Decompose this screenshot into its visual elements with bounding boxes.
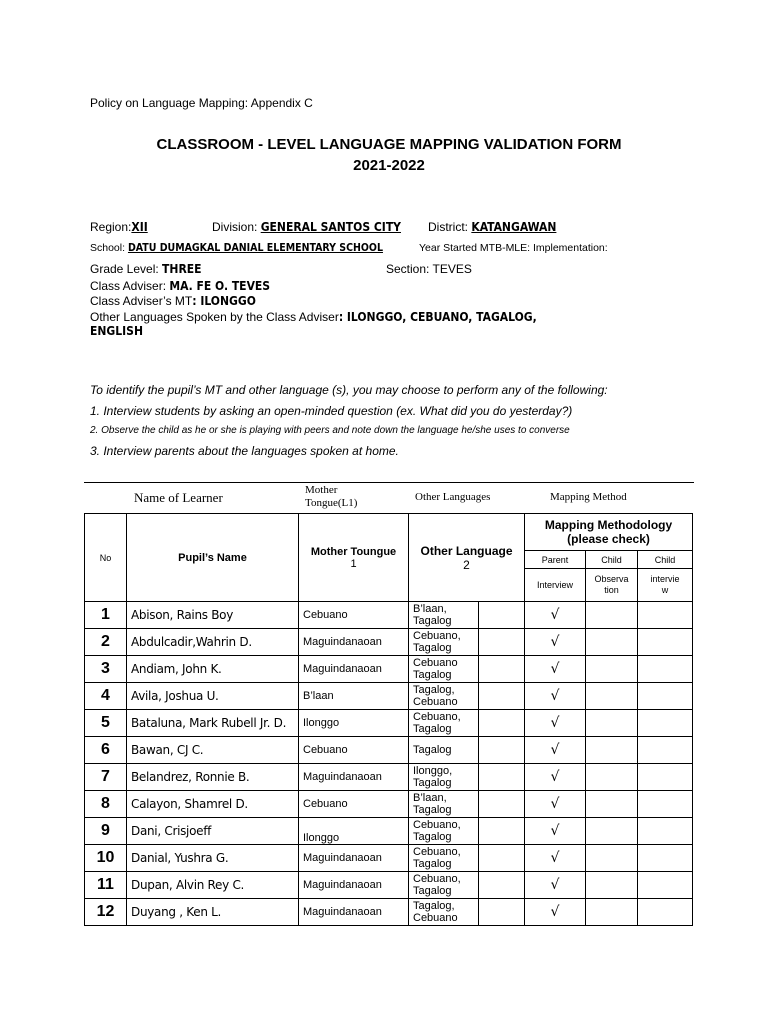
mother-tongue: Maguindanaoan [299,845,409,872]
header-observation-line2: tion [604,585,619,595]
other-language-line1: Ilonggo, [413,765,453,777]
parent-interview-check: √ [525,818,586,845]
pupil-name: Abison, Rains Boy [127,602,299,629]
mother-tongue: Maguindanaoan [299,629,409,656]
row-number: 4 [85,683,127,710]
table-row [85,818,693,845]
parent-interview-check: √ [525,602,586,629]
other-language [409,629,479,656]
pupil-name: Danial, Yushra G. [127,845,299,872]
other-language-line2: Tagalog [413,723,452,735]
child-interview-check [638,602,693,629]
pupil-name: Bataluna, Mark Rubell Jr. D. [127,710,299,737]
table-row [85,710,693,737]
top-header-mother-tongue [305,484,357,510]
mother-tongue: Maguindanaoan [299,764,409,791]
header-interview: Interview [525,569,586,602]
table-row [85,683,693,710]
other-language-blank [479,818,525,845]
pupil-name: Abdulcadir,Wahrin D. [127,629,299,656]
class-adviser-field [90,279,270,293]
other-language-blank [479,872,525,899]
row-number: 1 [85,602,127,629]
child-interview-check [638,899,693,926]
child-observation-check [586,710,638,737]
other-language [409,710,479,737]
header-mother-tongue-number: 1 [350,557,357,570]
header-rule [84,482,694,483]
pupil-name: Dupan, Alvin Rey C. [127,872,299,899]
child-observation-check [586,818,638,845]
division-field [212,220,401,234]
district-value: KATANGAWAN [471,220,557,234]
other-language [409,818,479,845]
mother-tongue: Cebuano [299,737,409,764]
pupil-name: Andiam, John K. [127,656,299,683]
other-language-line2: Tagalog [413,885,452,897]
child-observation-check [586,629,638,656]
header-child-interview [638,569,693,602]
other-language-line2: Tagalog [413,777,452,789]
header-other-language-label: Other Language [420,543,513,558]
other-language [409,656,479,683]
child-interview-check [638,683,693,710]
other-language-blank [479,629,525,656]
top-header-mapping-method: Mapping Method [550,491,627,503]
other-language-line1: Tagalog [413,744,452,756]
table-header-row-1 [85,514,693,551]
adviser-mt-field [90,294,256,308]
class-adviser-label: Class Adviser: [90,279,170,293]
section-value: TEVES [432,262,472,276]
school-field [90,242,383,254]
instructions-intro: To identify the pupil’s MT and other language (s), you may choose to perform any of the following: [90,383,608,397]
parent-interview-check: √ [525,710,586,737]
grade-level-value: THREE [162,262,202,276]
region-field [90,220,148,234]
other-language [409,791,479,818]
other-language-line2: Tagalog [413,669,452,681]
other-language-line1: Cebuano, [413,711,461,723]
header-child-interview-line1: intervie [650,574,680,584]
mother-tongue: Maguindanaoan [299,899,409,926]
table-body [85,602,693,926]
table-row [85,602,693,629]
other-language-line1: Cebuano, [413,846,461,858]
row-number: 2 [85,629,127,656]
top-header-mother-tongue-line2: Tongue(L1) [305,497,358,509]
header-observation [586,569,638,602]
header-mapping-methodology-label: Mapping Methodology [544,518,673,532]
row-number: 7 [85,764,127,791]
child-observation-check [586,791,638,818]
parent-interview-check: √ [525,656,586,683]
parent-interview-check: √ [525,845,586,872]
class-adviser-value: MA. FE O. TEVES [169,279,271,293]
child-interview-check [638,791,693,818]
grade-level-label: Grade Level: [90,262,163,276]
other-language-blank [479,737,525,764]
other-language-blank [479,845,525,872]
other-language-line2: Tagalog [413,858,452,870]
parent-interview-check: √ [525,899,586,926]
child-observation-check [586,737,638,764]
header-parent: Parent [525,551,586,569]
pupil-name: Dani, Crisjoeff [127,818,299,845]
mother-tongue: Ilonggo [299,818,409,845]
other-language-line2: Tagalog [413,831,452,843]
other-language-line1: B’laan, [413,792,447,804]
parent-interview-check: √ [525,791,586,818]
other-language-blank [479,791,525,818]
table-row [85,845,693,872]
row-number: 3 [85,656,127,683]
parent-interview-check: √ [525,683,586,710]
pupil-name: Calayon, Shamrel D. [127,791,299,818]
child-observation-check [586,602,638,629]
child-observation-check [586,872,638,899]
child-interview-check [638,629,693,656]
header-other-language-number: 2 [463,557,470,572]
header-mother-tongue [299,514,409,602]
pupil-name: Duyang , Ken L. [127,899,299,926]
division-value: GENERAL SANTOS CITY [260,220,401,234]
child-interview-check [638,737,693,764]
row-number: 6 [85,737,127,764]
header-other-language [409,514,525,602]
header-mapping-methodology [525,514,693,551]
table-row [85,629,693,656]
child-observation-check [586,845,638,872]
other-language-line1: Cebuano, [413,873,461,885]
row-number: 8 [85,791,127,818]
mother-tongue: Cebuano [299,791,409,818]
form-title: CLASSROOM - LEVEL LANGUAGE MAPPING VALIDATION FORM [156,136,622,153]
pupil-name: Avila, Joshua U. [127,683,299,710]
pupil-name: Bawan, CJ C. [127,737,299,764]
other-language-blank [479,602,525,629]
mother-tongue: Cebuano [299,602,409,629]
other-languages-value-2: ENGLISH [90,324,143,338]
child-observation-check [586,899,638,926]
year-started: Year Started MTB-MLE: Implementation: [419,242,608,254]
school-label: School: [90,242,128,254]
other-language-blank [479,764,525,791]
header-child-interview-line2: w [661,585,669,595]
learners-table [84,513,693,926]
table-row [85,656,693,683]
mother-tongue: Maguindanaoan [299,872,409,899]
other-language-blank [479,683,525,710]
other-language-blank [479,656,525,683]
other-languages-label: Other Languages Spoken by the Class Adviser [90,310,339,324]
top-header-mother-tongue-line1: Mother [305,484,338,496]
section-field [386,262,472,276]
other-language [409,764,479,791]
parent-interview-check: √ [525,872,586,899]
other-language [409,683,479,710]
other-language-line2: Tagalog [413,804,452,816]
parent-interview-check: √ [525,629,586,656]
child-interview-check [638,710,693,737]
row-number: 10 [85,845,127,872]
district-label: District: [428,220,472,234]
table-row [85,899,693,926]
table-row [85,737,693,764]
other-language-line1: B’laan, [413,603,447,615]
child-interview-check [638,872,693,899]
instruction-step-2: 2. Observe the child as he or she is playing with peers and note down the language he/she uses to converse [90,425,570,436]
form-year: 2021-2022 [353,157,425,174]
header-please-check: (please check) [567,532,650,546]
row-number: 9 [85,818,127,845]
other-language-line2: Tagalog [413,642,452,654]
header-child-1: Child [586,551,638,569]
child-interview-check [638,656,693,683]
header-observation-line1: Observa [594,574,629,584]
child-interview-check [638,764,693,791]
other-language-line1: Tagalog, [413,684,455,696]
policy-line: Policy on Language Mapping: Appendix C [90,96,313,110]
other-language-line2: Cebuano [413,912,458,924]
child-interview-check [638,818,693,845]
child-observation-check [586,656,638,683]
other-language [409,737,479,764]
child-interview-check [638,845,693,872]
instruction-step-3: 3. Interview parents about the languages spoken at home. [90,444,399,458]
grade-level-field [90,262,202,276]
pupil-name: Belandrez, Ronnie B. [127,764,299,791]
adviser-mt-label: Class Adviser’s MT [90,294,193,308]
top-header-name-of-learner: Name of Learner [134,490,223,505]
header-mother-tongue-label: Mother Toungue [310,545,397,558]
header-child-2: Child [638,551,693,569]
other-language-line1: Cebuano [413,657,458,669]
header-no: No [85,514,127,602]
other-languages-value: : ILONGGO, CEBUANO, TAGALOG, [338,310,537,324]
child-observation-check [586,683,638,710]
table-row [85,791,693,818]
top-header-other-languages: Other Languages [415,491,491,503]
division-label: Division: [212,220,261,234]
mother-tongue: B’laan [299,683,409,710]
other-language-line1: Cebuano, [413,630,461,642]
other-languages-field [90,310,537,324]
header-pupils-name: Pupil’s Name [127,514,299,602]
mother-tongue: Maguindanaoan [299,656,409,683]
other-language-blank [479,899,525,926]
other-language-line1: Cebuano, [413,819,461,831]
other-language-line1: Tagalog, [413,900,455,912]
mother-tongue: Ilonggo [299,710,409,737]
row-number: 5 [85,710,127,737]
region-label: Region: [90,220,132,234]
other-language-blank [479,710,525,737]
section-label: Section: [386,262,433,276]
table-row [85,764,693,791]
row-number: 11 [85,872,127,899]
parent-interview-check: √ [525,764,586,791]
adviser-mt-value: : ILONGGO [192,294,256,308]
other-language-line2: Cebuano [413,696,458,708]
other-language-line2: Tagalog [413,615,452,627]
parent-interview-check: √ [525,737,586,764]
row-number: 12 [85,899,127,926]
other-language [409,899,479,926]
region-value: XII [131,220,148,234]
other-language [409,845,479,872]
child-observation-check [586,764,638,791]
other-language [409,872,479,899]
school-value: DATU DUMAGKAL DANIAL ELEMENTARY SCHOOL [127,242,383,254]
table-row [85,872,693,899]
district-field [428,220,556,234]
instruction-step-1: 1. Interview students by asking an open-minded question (ex. What did you do yesterday?) [90,404,573,418]
other-language [409,602,479,629]
